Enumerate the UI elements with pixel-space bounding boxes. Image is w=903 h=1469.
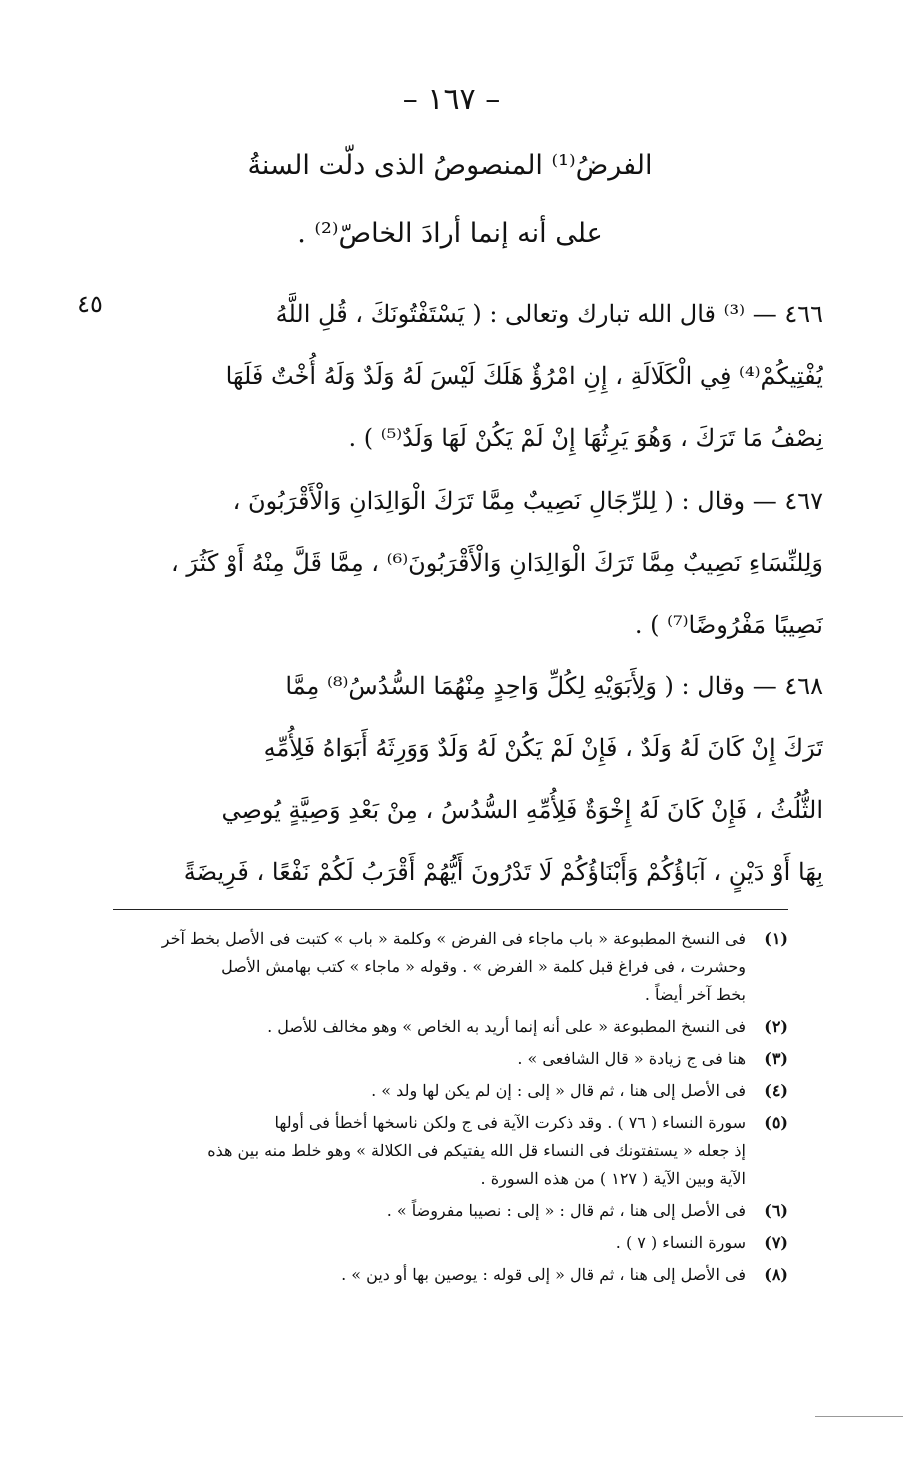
footnote-text [108, 1013, 746, 1041]
footnote-text [108, 1229, 746, 1257]
footnote-2 [108, 1013, 788, 1041]
footnote-number: (٢) [764, 1017, 788, 1036]
footnote-line: بخط آخر أيضاً . [644, 985, 746, 1004]
footnote-text [108, 925, 746, 1009]
footnote-number: (٧) [764, 1233, 788, 1252]
footnote-3 [108, 1045, 788, 1073]
footnote-text [108, 1109, 746, 1193]
chapter-heading-line-1: الفرضُ⁽¹⁾ المنصوصُ الذى دلّت السنةُ [247, 150, 653, 181]
footnote-line: سورة النساء ( ٧ ) . [615, 1233, 746, 1252]
footnote-text [108, 1261, 746, 1289]
footnote-8 [108, 1261, 788, 1289]
footnote-line: إذ جعله « يستفتونك فى النساء قل الله يفتيكم فى الكلالة » وهو خلط منه بين هذه [207, 1141, 746, 1160]
footnote-number: (٣) [764, 1049, 788, 1068]
footnote-text [108, 1077, 746, 1105]
footnote-number: (٥) [764, 1113, 788, 1132]
margin-number: ٤٥ [77, 290, 103, 318]
text-line: ٤٦٨ — وقال : ( وَلِأَبَوَيْهِ لِكُلِّ وَاحِدٍ مِنْهُمَا السُّدُسُ⁽⁸⁾ مِمَّا [285, 672, 823, 700]
footnote-6 [108, 1197, 788, 1225]
footnote-line: فى النسخ المطبوعة « على أنه إنما أريد به الخاص » وهو مخالف للأصل . [267, 1017, 746, 1036]
footnote-1 [108, 925, 788, 1009]
footnote-line: فى الأصل إلى هنا ، ثم قال « إلى قوله : يوصين بها أو دين » . [341, 1265, 746, 1284]
footnotes [108, 925, 788, 1293]
text-line: نِصْفُ مَا تَرَكَ ، وَهُوَ يَرِثُهَا إِنْ لَمْ يَكُنْ لَهَا وَلَدٌ⁽⁵⁾ ) . [348, 424, 823, 452]
page-number: – ١٦٧ – [402, 82, 501, 117]
footnote-7 [108, 1229, 788, 1257]
footnote-line: سورة النساء ( ٧٦ ) . وقد ذكرت الآية فى ج ولكن ناسخها أخطأ فى أولها [274, 1113, 746, 1132]
text-line: بِهَا أَوْ دَيْنٍ ، آبَاؤُكُمْ وَأَبْنَاؤُكُمْ لَا تَدْرُونَ أَيُّهُمْ أَقْرَبُ لَكُمْ نَفْعًا ، فَرِيضَةً [183, 858, 823, 886]
footnote-line: هنا فى ج زيادة « قال الشافعى » . [517, 1049, 746, 1068]
text-line: نَصِيبًا مَفْرُوضًا⁽⁷⁾ ) . [634, 611, 823, 639]
text-line: الثُّلُثُ ، فَإِنْ كَانَ لَهُ إِخْوَةٌ فَلِأُمِّهِ السُّدُسُ ، مِنْ بَعْدِ وَصِيَّةٍ يُوصِي [221, 796, 823, 824]
text-line: ٤٦٦ — ⁽³⁾ قال الله تبارك وتعالى : ( يَسْتَفْتُونَكَ ، قُلِ اللَّهُ [275, 300, 823, 328]
footnote-number: (٤) [764, 1081, 788, 1100]
footnote-text [108, 1197, 746, 1225]
footnote-line: وحشرت ، فى فراغ قبل كلمة « الفرض » . وقوله « ماجاء » كتب بهامش الأصل [221, 957, 746, 976]
text-line: وَلِلنِّسَاءِ نَصِيبٌ مِمَّا تَرَكَ الْوَالِدَانِ وَالْأَقْرَبُونَ⁽⁶⁾ ، مِمَّا قَلَّ مِنْهُ أَوْ كَثُرَ ، [170, 549, 823, 577]
footnote-text [108, 1045, 746, 1073]
text-line: ٤٦٧ — وقال : ( لِلرِّجَالِ نَصِيبٌ مِمَّا تَرَكَ الْوَالِدَانِ وَالْأَقْرَبُونَ ، [232, 487, 823, 515]
text-line: تَرَكَ إِنْ كَانَ لَهُ وَلَدٌ ، فَإِنْ لَمْ يَكُنْ لَهُ وَلَدٌ وَوَرِثَهُ أَبَوَاهُ فَلِأُمِّهِ [263, 734, 823, 762]
footnote-divider [113, 909, 788, 910]
footnote-number: (٦) [764, 1201, 788, 1220]
footnote-line: فى الأصل إلى هنا ، ثم قال « إلى : إن لم يكن لها ولد » . [371, 1081, 746, 1100]
chapter-heading-line-2: على أنه إنما أرادَ الخاصّ⁽²⁾ . [297, 218, 603, 249]
footnote-4 [108, 1077, 788, 1105]
paragraph-466 [123, 283, 823, 469]
footnote-number: (١) [764, 929, 788, 948]
footnote-line: الآية وبين الآية ( ١٢٧ ) من هذه السورة . [480, 1169, 746, 1188]
text-line: يُفْتِيكُمْ⁽⁴⁾ فِي الْكَلَالَةِ ، إِنِ امْرُؤٌ هَلَكَ لَيْسَ لَهُ وَلَدٌ وَلَهُ أُخْتٌ فَلَهَا [225, 362, 823, 390]
paragraph-467 [123, 470, 823, 656]
footnote-line: فى النسخ المطبوعة « باب ماجاء فى الفرض » وكلمة « باب » كتبت فى الأصل بخط آخر [161, 929, 746, 948]
footnote-5 [108, 1109, 788, 1193]
paragraph-468 [123, 655, 823, 903]
footnote-line: فى الأصل إلى هنا ، ثم قال : « إلى : نصيبا مفروضاً » . [386, 1201, 746, 1220]
footnote-number: (٨) [764, 1265, 788, 1284]
scan-edge-line [815, 1416, 903, 1417]
